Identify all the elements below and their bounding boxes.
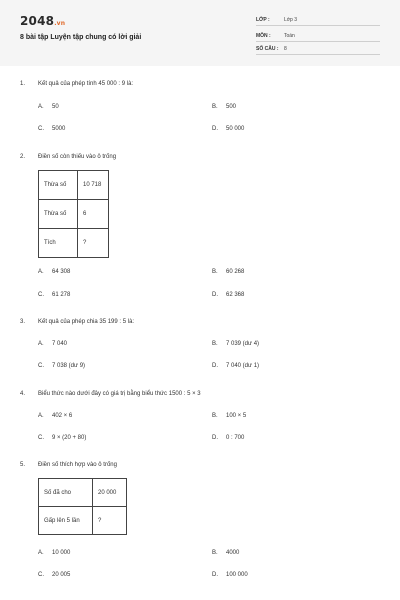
- question-5-table: [38, 478, 127, 535]
- option-letter: D.: [212, 572, 218, 578]
- option-letter: A.: [38, 269, 44, 275]
- meta-value: Toán: [284, 33, 295, 39]
- option-text: 402 × 6: [52, 413, 73, 419]
- option-text: 7 040 (dư 1): [226, 363, 260, 369]
- question-number: 2.: [20, 154, 26, 160]
- worksheet-header: [0, 0, 400, 66]
- table-cell: Số đã cho: [39, 479, 93, 507]
- option-text: 500: [226, 104, 237, 110]
- meta-row-class: [256, 14, 380, 26]
- meta-label: MÔN :: [256, 33, 271, 39]
- option-text: 100 000: [226, 572, 248, 578]
- meta-row-subject: [256, 30, 380, 42]
- option-letter: B.: [212, 413, 218, 419]
- option-letter: C.: [38, 435, 44, 441]
- option-letter: C.: [38, 572, 44, 578]
- option-letter: C.: [38, 363, 44, 369]
- logo-text: 2048: [20, 14, 55, 28]
- question-number: 4.: [20, 391, 26, 397]
- meta-label: LỚP :: [256, 17, 270, 23]
- option-text: 7 040: [52, 341, 68, 347]
- option-letter: C.: [38, 292, 44, 298]
- table-row: [39, 229, 109, 258]
- table-row: [39, 171, 109, 200]
- table-cell: 6: [78, 200, 109, 229]
- option-letter: A.: [38, 413, 44, 419]
- option-letter: A.: [38, 104, 44, 110]
- table-cell: ?: [78, 229, 109, 258]
- table-cell: Thừa số: [39, 171, 78, 200]
- option-letter: B.: [212, 550, 218, 556]
- question-text: Điền số còn thiếu vào ô trống: [38, 154, 117, 160]
- option-letter: D.: [212, 292, 218, 298]
- question-text: Kết quả của phép chia 35 199 : 5 là:: [38, 319, 135, 325]
- question-text: Biểu thức nào dưới đây có giá trị bằng biểu thức 1500 : 5 × 3: [38, 391, 201, 397]
- meta-label: SỐ CÂU :: [256, 46, 279, 52]
- table-row: [39, 507, 127, 535]
- table-cell: Gấp lên 5 lần: [39, 507, 93, 535]
- table-cell: 10 718: [78, 171, 109, 200]
- logo-suffix: .vn: [54, 20, 66, 27]
- table-cell: Tích: [39, 229, 78, 258]
- option-text: 60 268: [226, 269, 245, 275]
- option-text: 9 × (20 + 80): [52, 435, 87, 441]
- table-row: [39, 200, 109, 229]
- option-text: 50 000: [226, 126, 245, 132]
- table-cell: 20 000: [93, 479, 127, 507]
- option-text: 7 038 (dư 9): [52, 363, 86, 369]
- option-text: 20 005: [52, 572, 71, 578]
- option-letter: A.: [38, 341, 44, 347]
- option-text: 62 368: [226, 292, 245, 298]
- meta-value: Lớp 3: [284, 17, 298, 23]
- worksheet-title: 8 bài tập Luyện tập chung có lời giải: [20, 34, 142, 41]
- option-letter: D.: [212, 126, 218, 132]
- option-text: 7 039 (dư 4): [226, 341, 260, 347]
- option-text: 64 308: [52, 269, 71, 275]
- option-text: 4000: [226, 550, 240, 556]
- question-number: 5.: [20, 462, 26, 468]
- option-letter: A.: [38, 550, 44, 556]
- option-text: 61 278: [52, 292, 71, 298]
- option-text: 5000: [52, 126, 66, 132]
- question-2-table: [38, 170, 109, 258]
- table-cell: Thừa số: [39, 200, 78, 229]
- option-letter: B.: [212, 104, 218, 110]
- question-text: Kết quả của phép tính 45 000 : 9 là:: [38, 81, 134, 87]
- option-text: 100 × 5: [226, 413, 247, 419]
- meta-value: 8: [284, 46, 287, 52]
- table-cell: ?: [93, 507, 127, 535]
- table-row: [39, 479, 127, 507]
- question-text: Điền số thích hợp vào ô trống: [38, 462, 117, 468]
- question-number: 1.: [20, 81, 26, 87]
- option-letter: D.: [212, 363, 218, 369]
- option-letter: C.: [38, 126, 44, 132]
- option-letter: D.: [212, 435, 218, 441]
- option-text: 10 000: [52, 550, 71, 556]
- question-number: 3.: [20, 319, 26, 325]
- option-letter: B.: [212, 341, 218, 347]
- option-text: 0 : 700: [226, 435, 245, 441]
- site-logo[interactable]: [20, 14, 65, 28]
- option-letter: B.: [212, 269, 218, 275]
- option-text: 50: [52, 104, 59, 110]
- meta-row-question-count: [256, 43, 380, 55]
